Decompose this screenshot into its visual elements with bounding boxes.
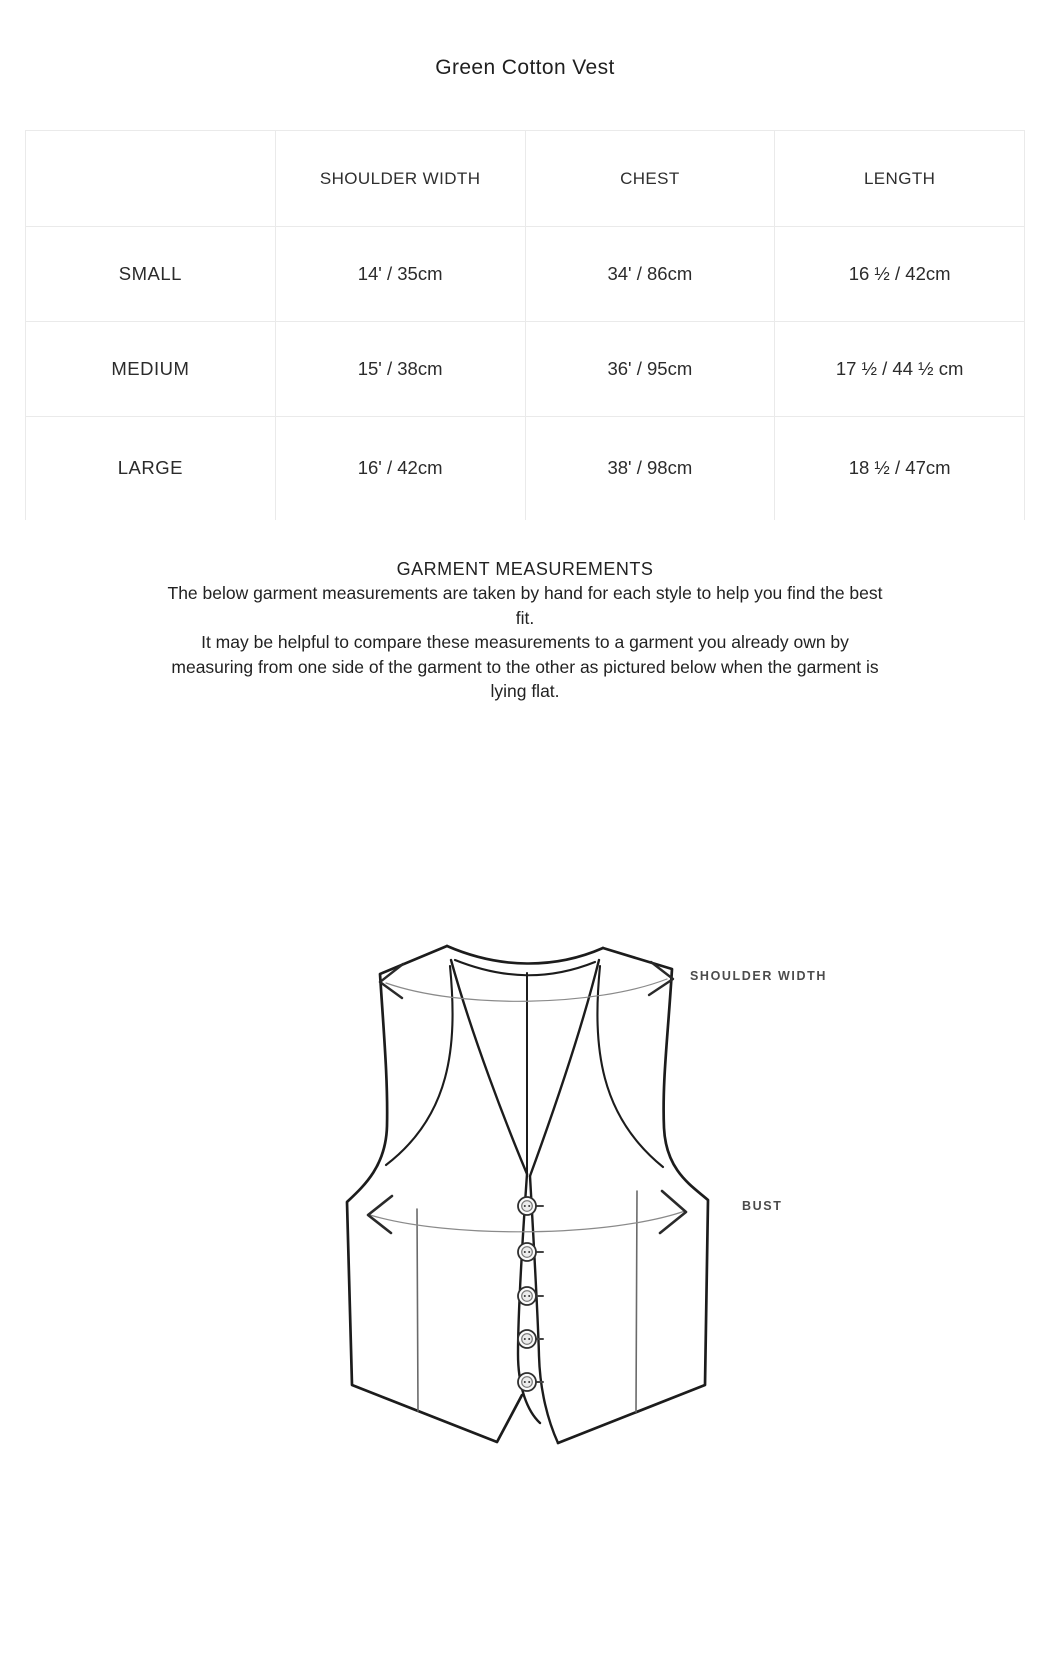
vest-button <box>518 1243 543 1261</box>
large-shoulder-width-value: 16' / 42cm <box>275 417 525 520</box>
measurements-paragraph-1: The below garment measurements are taken by hand for each style to help you find the best fit. <box>167 583 883 628</box>
size-table <box>25 130 1025 520</box>
size-label-small: SMALL <box>26 227 276 322</box>
table-row-small <box>26 227 1025 322</box>
vest-button <box>518 1287 543 1305</box>
shoulder-width-label: SHOULDER WIDTH <box>690 968 827 983</box>
small-chest-value: 34' / 86cm <box>525 227 775 322</box>
vest-right-panel <box>530 948 708 1443</box>
vest-button <box>518 1197 543 1215</box>
column-header-length: LENGTH <box>775 131 1025 227</box>
medium-chest-value: 36' / 95cm <box>525 322 775 417</box>
medium-length-value: 17 ½ / 44 ½ cm <box>775 322 1025 417</box>
measurements-paragraph-2: It may be helpful to compare these measurements to a garment you already own by measuring from one side of the garment to the other as pictured below when the garment is lying flat. <box>171 632 879 701</box>
large-chest-value: 38' / 98cm <box>525 417 775 520</box>
vest-neckline <box>447 946 603 975</box>
vest-left-panel <box>347 946 527 1442</box>
size-label-medium: MEDIUM <box>26 322 276 417</box>
medium-shoulder-width-value: 15' / 38cm <box>275 322 525 417</box>
small-length-value: 16 ½ / 42cm <box>775 227 1025 322</box>
column-header-shoulder-width: SHOULDER WIDTH <box>275 131 525 227</box>
page-title: Green Cotton Vest <box>435 56 615 79</box>
vest-measurement-diagram <box>300 876 840 1486</box>
table-header-row <box>26 131 1025 227</box>
table-row-large <box>26 417 1025 520</box>
garment-measurements-heading: GARMENT MEASUREMENTS <box>396 558 654 579</box>
size-label-large: LARGE <box>26 417 276 520</box>
column-header-chest: CHEST <box>525 131 775 227</box>
bust-label: BUST <box>742 1198 783 1213</box>
garment-measurements-section <box>0 557 1050 704</box>
table-row-medium <box>26 322 1025 417</box>
vest-illustration <box>300 876 840 1486</box>
small-shoulder-width-value: 14' / 35cm <box>275 227 525 322</box>
column-header-blank <box>26 131 276 227</box>
large-length-value: 18 ½ / 47cm <box>775 417 1025 520</box>
